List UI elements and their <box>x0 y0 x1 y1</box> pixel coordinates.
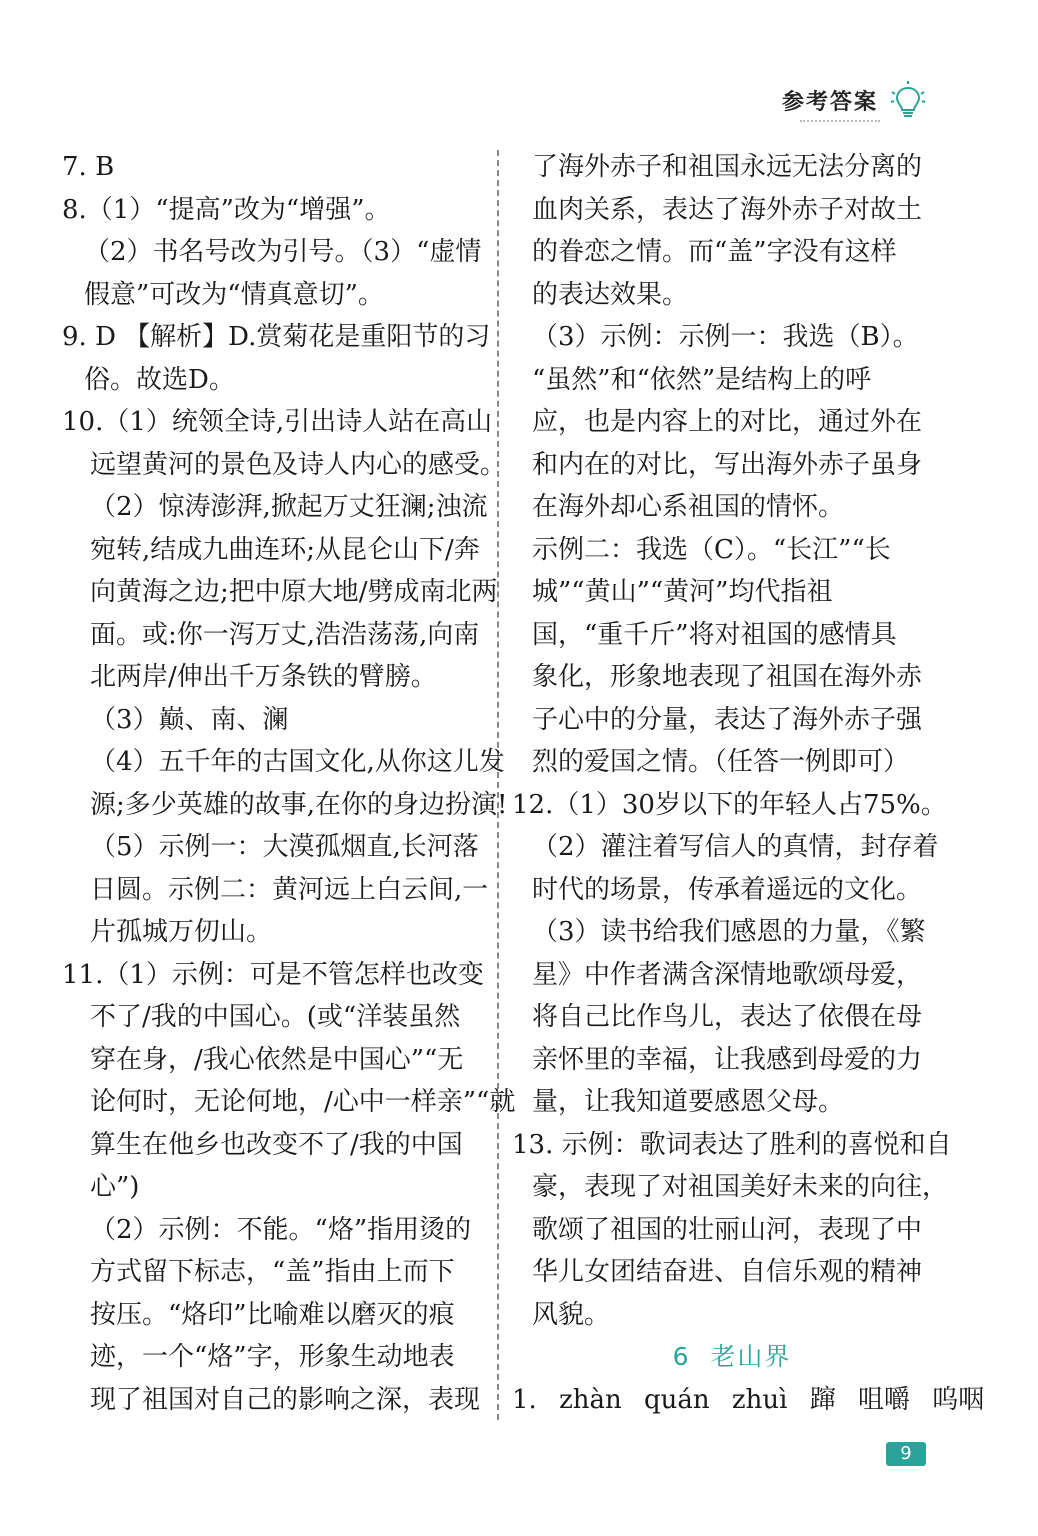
answer-line: 穿在身，/我心依然是中国心”“无 <box>90 1044 464 1075</box>
answer-line: 烈的爱国之情。（任答一例即可） <box>532 747 910 777</box>
answer-line: 的表达效果。 <box>532 279 689 310</box>
answer-line: 日圆。示例二：黄河远上白云间,一 <box>90 874 489 905</box>
right-column <box>512 146 985 1421</box>
answer-line: 向黄海之边;把中原大地/劈成南北两 <box>90 577 498 607</box>
answer-line: 国，“重千斤”将对祖国的感情具 <box>532 619 897 650</box>
answer-line: （2）示例：不能。“烙”指用烫的 <box>90 1214 472 1245</box>
answer-line: 量，让我知道要感恩父母。 <box>532 1087 845 1117</box>
answer-line: 亲怀里的幸福，让我感到母爱的力 <box>532 1044 923 1075</box>
answer-line: “虽然”和“依然”是结构上的呼 <box>532 364 872 395</box>
answer-line: 华儿女团结奋进、自信乐观的精神 <box>532 1257 923 1287</box>
answer-line: 北两岸/伸出千万条铁的臂膀。 <box>90 662 437 692</box>
answer-line: 城”“黄山”“黄河”均代指祖 <box>532 577 833 607</box>
section-name: 老山界 <box>710 1342 792 1371</box>
answer-line: 俗。故选D。 <box>84 364 235 395</box>
answer-line: 10.（1）统领全诗,引出诗人站在高山 <box>62 407 493 437</box>
answer-line: 13. 示例：歌词表达了胜利的喜悦和自 <box>512 1129 952 1160</box>
answer-line: 时代的场景，传承着遥远的文化。 <box>532 874 923 905</box>
answer-line: 现了祖国对自己的影响之深，表现 <box>90 1384 481 1415</box>
answer-line: 假意”可改为“情真意切”。 <box>84 279 384 310</box>
answer-line: 12.（1）30岁以下的年轻人占75%。 <box>512 789 947 820</box>
answer-line: （3）巅、南、澜 <box>90 704 289 735</box>
answer-line: 源;多少英雄的故事,在你的身边扮演! <box>90 789 508 820</box>
header-rule <box>800 120 880 122</box>
answer-line: 宛转,结成九曲连环;从昆仑山下/奔 <box>90 534 480 565</box>
answer-line: 远望黄河的景色及诗人内心的感受。 <box>90 449 507 480</box>
answer-line: （2）惊涛澎湃,掀起万丈狂澜;浊流 <box>90 492 488 522</box>
answer-line: 面。或:你一泻万丈,浩浩荡荡,向南 <box>90 619 480 650</box>
answer-line: 示例二：我选（C）。“长江”“长 <box>532 534 891 565</box>
answer-line: 不了/我的中国心。(或“洋装虽然 <box>90 1002 461 1032</box>
answer-line: 迹，一个“烙”字，形象生动地表 <box>90 1342 455 1372</box>
answer-line: 心”) <box>90 1172 140 1202</box>
header-title: 参考答案 <box>781 89 878 115</box>
answer-line: 在海外却心系祖国的情怀。 <box>532 492 845 522</box>
answer-line: 方式留下标志，“盖”指由上而下 <box>90 1257 455 1287</box>
pinyin-line: 1. zhàn quán zhuì 蹿 咀嚼 呜咽 <box>512 1384 985 1415</box>
answer-line: （2）书名号改为引号。（3）“虚情 <box>84 237 482 267</box>
answer-line: 9. D 【解析】D.赏菊花是重阳节的习 <box>62 322 491 352</box>
answer-line: （2）灌注着写信人的真情，封存着 <box>532 832 939 862</box>
answer-line: 和内在的对比，写出海外赤子虽身 <box>532 449 923 480</box>
answer-line: （5）示例一：大漠孤烟直,长河落 <box>90 832 479 862</box>
answer-line: 论何时，无论何地，/心中一样亲”“就 <box>90 1087 516 1117</box>
answer-line: 血肉关系，表达了海外赤子对故土 <box>532 194 923 225</box>
answer-line: 算生在他乡也改变不了/我的中国 <box>90 1129 463 1160</box>
answer-line: 豪，表现了对祖国美好未来的向往， <box>532 1172 949 1202</box>
answer-line: 星》中作者满含深情地歌颂母爱， <box>532 959 923 990</box>
answer-line: 象化，形象地表现了祖国在海外赤 <box>532 662 923 692</box>
answer-line: 歌颂了祖国的壮丽山河，表现了中 <box>532 1214 923 1245</box>
answer-line: 风貌。 <box>532 1299 611 1330</box>
answer-line: 的眷恋之情。而“盖”字没有这样 <box>532 237 897 267</box>
answer-line: 7. B <box>62 152 115 182</box>
lightbulb-icon <box>888 80 928 120</box>
answer-line: 按压。“烙印”比喻难以磨灭的痕 <box>90 1299 455 1330</box>
answer-line: （3）读书给我们感恩的力量，《繁 <box>532 917 926 947</box>
answer-line: 8.（1）“提高”改为“增强”。 <box>62 194 391 225</box>
answer-line: （4）五千年的古国文化,从你这儿发 <box>90 747 505 777</box>
answer-line: 应，也是内容上的对比，通过外在 <box>532 407 923 437</box>
answer-line: 11.（1）示例：可是不管怎样也改变 <box>62 959 484 990</box>
page-header <box>782 80 928 120</box>
answer-line: 片孤城万仞山。 <box>90 917 273 947</box>
answer-line: （3）示例：示例一：我选（B）。 <box>532 322 919 352</box>
answer-line: 将自己比作鸟儿，表达了依偎在母 <box>532 1002 923 1032</box>
answer-line: 子心中的分量，表达了海外赤子强 <box>532 704 923 735</box>
left-column <box>62 146 516 1421</box>
page-number: 9 <box>886 1442 926 1466</box>
section-number: 6 <box>672 1342 691 1371</box>
answer-line: 了海外赤子和祖国永远无法分离的 <box>532 152 923 182</box>
section-title <box>532 1336 932 1379</box>
